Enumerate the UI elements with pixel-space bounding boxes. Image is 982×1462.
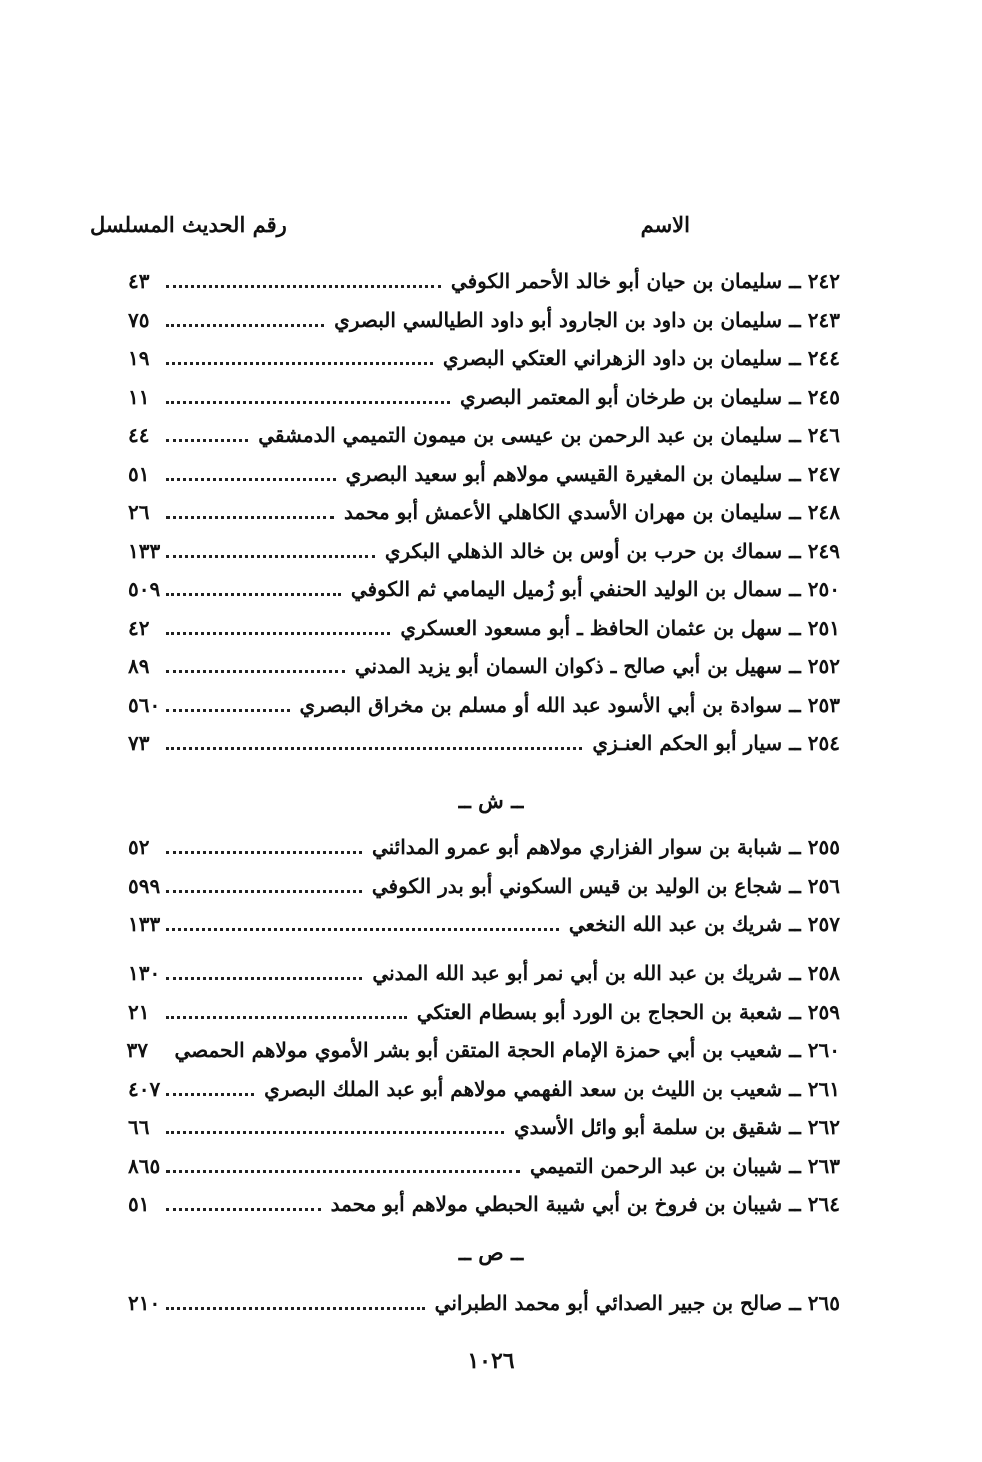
entry-name: ٢٦٥ ــ صالح بن جبير الصدائي أبو محمد الطبراني (434, 1291, 840, 1316)
entry-name: ٢٥٤ ــ سيار أبو الحكم العنـزي (592, 731, 840, 756)
dot-leader (166, 889, 362, 893)
hadith-number: ٤٢ (128, 615, 150, 640)
entry-name: ٢٦٠ ــ شعيب بن أبي حمزة الإمام الحجة المتقن أبو بشر الأموي مولاهم الحمصي (174, 1038, 840, 1063)
entry-name: ٢٤٨ ــ سليمان بن مهران الأسدي الكاهلي الأعمش أبو محمد (344, 500, 840, 525)
hadith-number: ٨٦٥ (128, 1153, 161, 1178)
index-entry (128, 954, 840, 993)
hadith-number: ٦٦ (128, 1115, 150, 1140)
entry-name: ٢٦٤ ــ شيبان بن فروخ بن أبي شيبة الحبطي مولاهم أبو محمد (330, 1192, 840, 1217)
dot-leader (166, 746, 582, 750)
hadith-number: ٤٤ (128, 423, 150, 448)
dot-leader (166, 669, 345, 673)
hadith-number: ٢١٠ (128, 1291, 161, 1316)
entry-name: ٢٤٦ ــ سليمان بن عبد الرحمن بن عيسى بن ميمون التميمي الدمشقي (258, 423, 840, 448)
index-entry (128, 1284, 840, 1323)
entry-name: ٢٤٧ ــ سليمان بن المغيرة القيسي مولاهم أبو سعيد البصري (345, 461, 840, 486)
index-entry (128, 1070, 840, 1109)
hadith-number: ٥٩٩ (128, 873, 161, 898)
index-entry (128, 1108, 840, 1147)
hadith-number: ٤٠٧ (128, 1076, 161, 1101)
entry-name: ٢٤٣ ــ سليمان بن داود بن الجارود أبو داود الطيالسي البصري (334, 307, 840, 332)
index-entry (128, 724, 840, 763)
hadith-number: ٤٣ (128, 269, 150, 294)
index-entry (128, 828, 840, 867)
section-heading-shin: ــ ش ــ (458, 788, 524, 813)
hadith-number: ١٩ (128, 346, 150, 371)
dot-leader (166, 361, 433, 365)
index-entry (128, 493, 840, 532)
index-entry (128, 532, 840, 571)
entry-name: ٢٥٠ ــ سمال بن الوليد الحنفي أبو زُميل اليمامي ثم الكوفي (350, 577, 840, 602)
hadith-number: ٥٢ (128, 835, 150, 860)
index-entry (128, 339, 840, 378)
entry-name: ٢٥٨ ــ شريك بن عبد الله بن أبي نمر أبو عبد الله المدني (372, 961, 840, 986)
entry-name: ٢٥٣ ــ سوادة بن أبي الأسود عبد الله أو مسلم بن مخراق البصري (299, 692, 840, 717)
page-number: ١٠٢٦ (467, 1348, 515, 1374)
hadith-number: ٥١ (128, 1192, 150, 1217)
entry-name: ٢٥٩ ــ شعبة بن الحجاج بن الورد أبو بسطام العتكي (416, 999, 840, 1024)
entry-list-shin-cont (128, 954, 840, 1224)
index-entry (128, 570, 840, 609)
index-entry (128, 993, 840, 1032)
entry-name: ٢٦٣ ــ شيبان بن عبد الرحمن التميمي (530, 1153, 840, 1178)
hadith-number: ٧٣ (128, 731, 150, 756)
entry-name: ٢٤٢ ــ سليمان بن حيان أبو خالد الأحمر الكوفي (450, 269, 840, 294)
index-entry (128, 262, 840, 301)
entry-list-sad (128, 1284, 840, 1323)
index-entry (128, 1147, 840, 1186)
hadith-number: ١٣٣ (128, 538, 161, 563)
entry-name: ٢٤٩ ــ سماك بن حرب بن أوس بن خالد الذهلي البكري (384, 538, 840, 563)
dot-leader (166, 1130, 504, 1134)
number-column-header: رقم الحديث المسلسل (90, 212, 287, 237)
index-entry (128, 867, 840, 906)
hadith-number: ٥١ (128, 461, 150, 486)
dot-leader (166, 927, 559, 931)
dot-leader (166, 976, 362, 980)
hadith-number: ٢٦ (128, 500, 150, 525)
entry-name: ٢٤٥ ــ سليمان بن طرخان أبو المعتمر البصري (459, 384, 840, 409)
hadith-number: ٧٥ (128, 307, 150, 332)
entry-list-shin (128, 828, 840, 944)
index-entry (128, 686, 840, 725)
hadith-number: ٥٠٩ (128, 577, 161, 602)
entry-list-sin (128, 262, 840, 763)
dot-leader (166, 850, 362, 854)
hadith-number: ١١ (128, 384, 150, 409)
dot-leader (166, 554, 375, 558)
index-entry (128, 609, 840, 648)
dot-leader (166, 592, 341, 596)
index-entry (128, 1031, 840, 1070)
index-entry (128, 416, 840, 455)
index-entry (128, 378, 840, 417)
index-entry (128, 905, 840, 944)
index-entry (128, 301, 840, 340)
entry-name: ٢٥٦ ــ شجاع بن الوليد بن قيس السكوني أبو بدر الكوفي (371, 873, 840, 898)
hadith-number: ٢١ (128, 999, 150, 1024)
dot-leader (166, 477, 336, 481)
dot-leader (166, 1169, 520, 1173)
entry-name: ٢٦٢ ــ شقيق بن سلمة أبو وائل الأسدي (514, 1115, 840, 1140)
dot-leader (166, 1207, 321, 1211)
dot-leader (166, 631, 390, 635)
dot-leader (166, 323, 324, 327)
hadith-number: ٥٦٠ (128, 692, 161, 717)
dot-leader (166, 438, 248, 442)
entry-name: ٢٥٧ ــ شريك بن عبد الله النخعي (568, 912, 840, 937)
column-headers (90, 212, 690, 252)
hadith-number: ٨٩ (128, 654, 150, 679)
hadith-number: ١٣٣ (128, 912, 161, 937)
index-entry (128, 647, 840, 686)
entry-name: ٢٤٤ ــ سليمان بن داود الزهراني العتكي البصري (442, 346, 840, 371)
section-heading-sad: ــ ص ــ (458, 1240, 524, 1265)
hadith-number: ٣٧ (126, 1038, 148, 1063)
entry-name: ٢٥١ ــ سهل بن عثمان الحافظ ـ أبو مسعود العسكري (400, 615, 840, 640)
index-entry (128, 1185, 840, 1224)
dot-leader (166, 1306, 425, 1310)
dot-leader (166, 515, 334, 519)
index-entry (128, 455, 840, 494)
name-column-header: الاسم (640, 212, 690, 237)
dot-leader (166, 400, 450, 404)
dot-leader (166, 284, 441, 288)
hadith-number: ١٣٠ (128, 961, 161, 986)
entry-name: ٢٥٥ ــ شبابة بن سوار الفزاري مولاهم أبو عمرو المدائني (371, 835, 840, 860)
dot-leader (166, 708, 290, 712)
dot-leader (166, 1015, 407, 1019)
dot-leader (166, 1092, 254, 1096)
entry-name: ٢٦١ ــ شعيب بن الليث بن سعد الفهمي مولاهم أبو عبد الملك البصري (264, 1076, 840, 1101)
entry-name: ٢٥٢ ــ سهيل بن أبي صالح ـ ذكوان السمان أبو يزيد المدني (354, 654, 840, 679)
